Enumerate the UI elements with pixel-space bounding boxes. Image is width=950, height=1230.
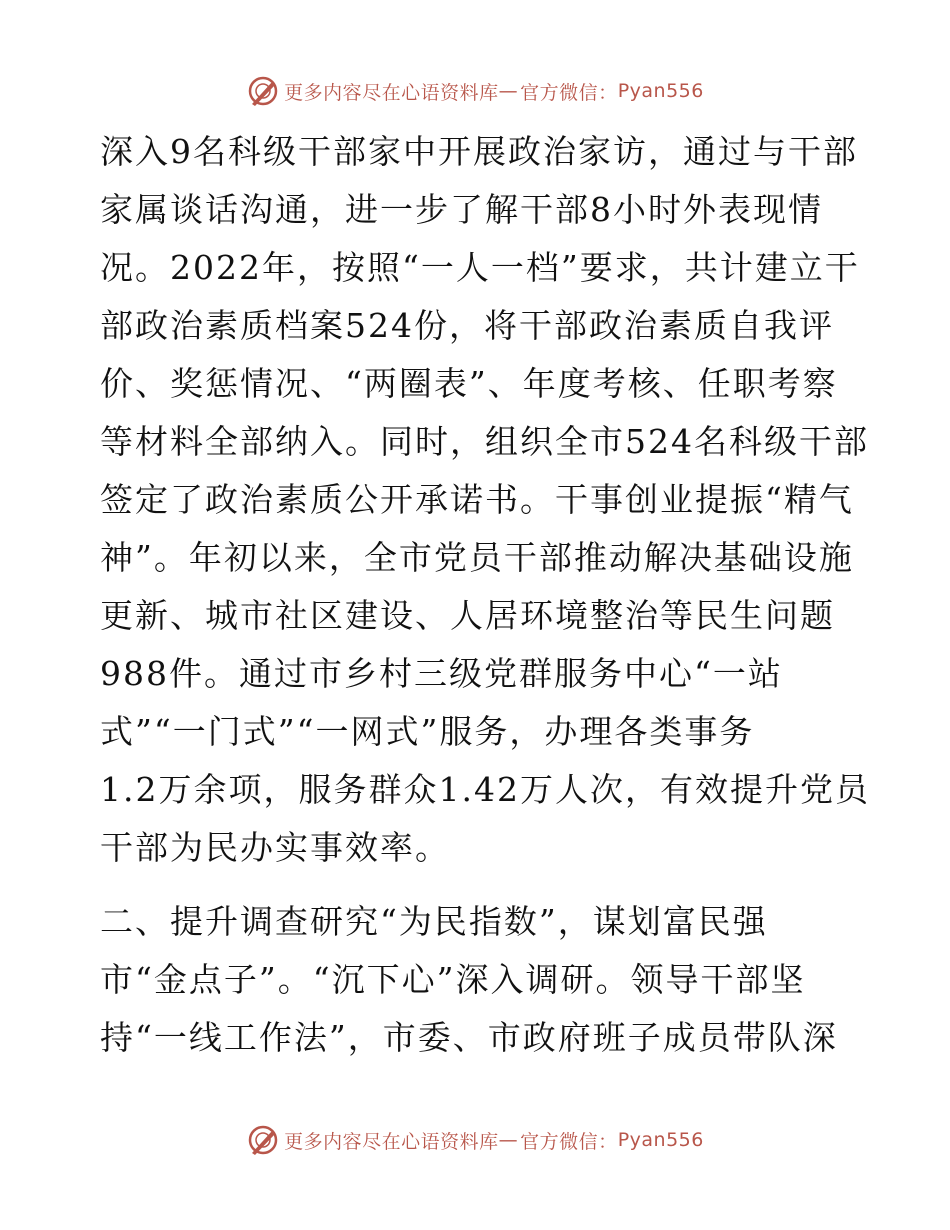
text-line: 等材料全部纳入。同时，组织全市524名科级干部	[100, 422, 869, 461]
banner-wechat-id: Pyan556	[617, 80, 704, 102]
text-line: 深入9名科级干部家中开展政治家访，通过与干部	[100, 132, 858, 171]
text-line: 干部为民办实事效率。	[100, 828, 450, 867]
section-heading-line: 二、提升调查研究“为民指数”，谋划富民强	[100, 902, 768, 941]
banner-wechat-id: Pyan556	[617, 1129, 704, 1151]
text-line: 1.2万余项，服务群众1.42万人次，有效提升党员	[100, 770, 870, 809]
text-line: 价、奖惩情况、“两圈表”、年度考核、任职考察	[100, 364, 838, 403]
text-line: 市“金点子”。“沉下心”深入调研。领导干部坚	[100, 960, 806, 999]
text-line: 式”“一门式”“一网式”服务，办理各类事务	[100, 712, 755, 751]
text-line: 家属谈话沟通，进一步了解干部8小时外表现情	[100, 190, 823, 229]
text-line: 持“一线工作法”，市委、市政府班子成员带队深	[100, 1018, 838, 1057]
banner-text: 更多内容尽在心语资料库	[284, 81, 499, 104]
banner-dash: —	[498, 80, 519, 102]
text-line: 部政治素质档案524份，将干部政治素质自我评	[100, 306, 834, 345]
footer-banner	[0, 1123, 950, 1157]
header-banner	[0, 74, 950, 108]
banner-wechat-label: 官方微信：	[520, 81, 618, 104]
banner-text: 更多内容尽在心语资料库	[284, 1130, 499, 1153]
text-line: 签定了政治素质公开承诺书。干事创业提振“精气	[100, 480, 854, 519]
text-line: 988件。通过市乡村三级党群服务中心“一站	[100, 654, 783, 693]
banner-wechat-label: 官方微信：	[520, 1130, 618, 1153]
pen-circle-logo-icon	[246, 74, 280, 108]
text-line: 更新、城市社区建设、人居环境整治等民生问题	[100, 596, 835, 635]
text-line: 况。2022年，按照“一人一档”要求，共计建立干	[100, 248, 860, 287]
pen-circle-logo-icon	[246, 1123, 280, 1157]
text-line: 神”。年初以来，全市党员干部推动解决基础设施	[100, 538, 854, 577]
banner-dash: —	[498, 1129, 519, 1151]
document-body	[100, 123, 870, 1067]
